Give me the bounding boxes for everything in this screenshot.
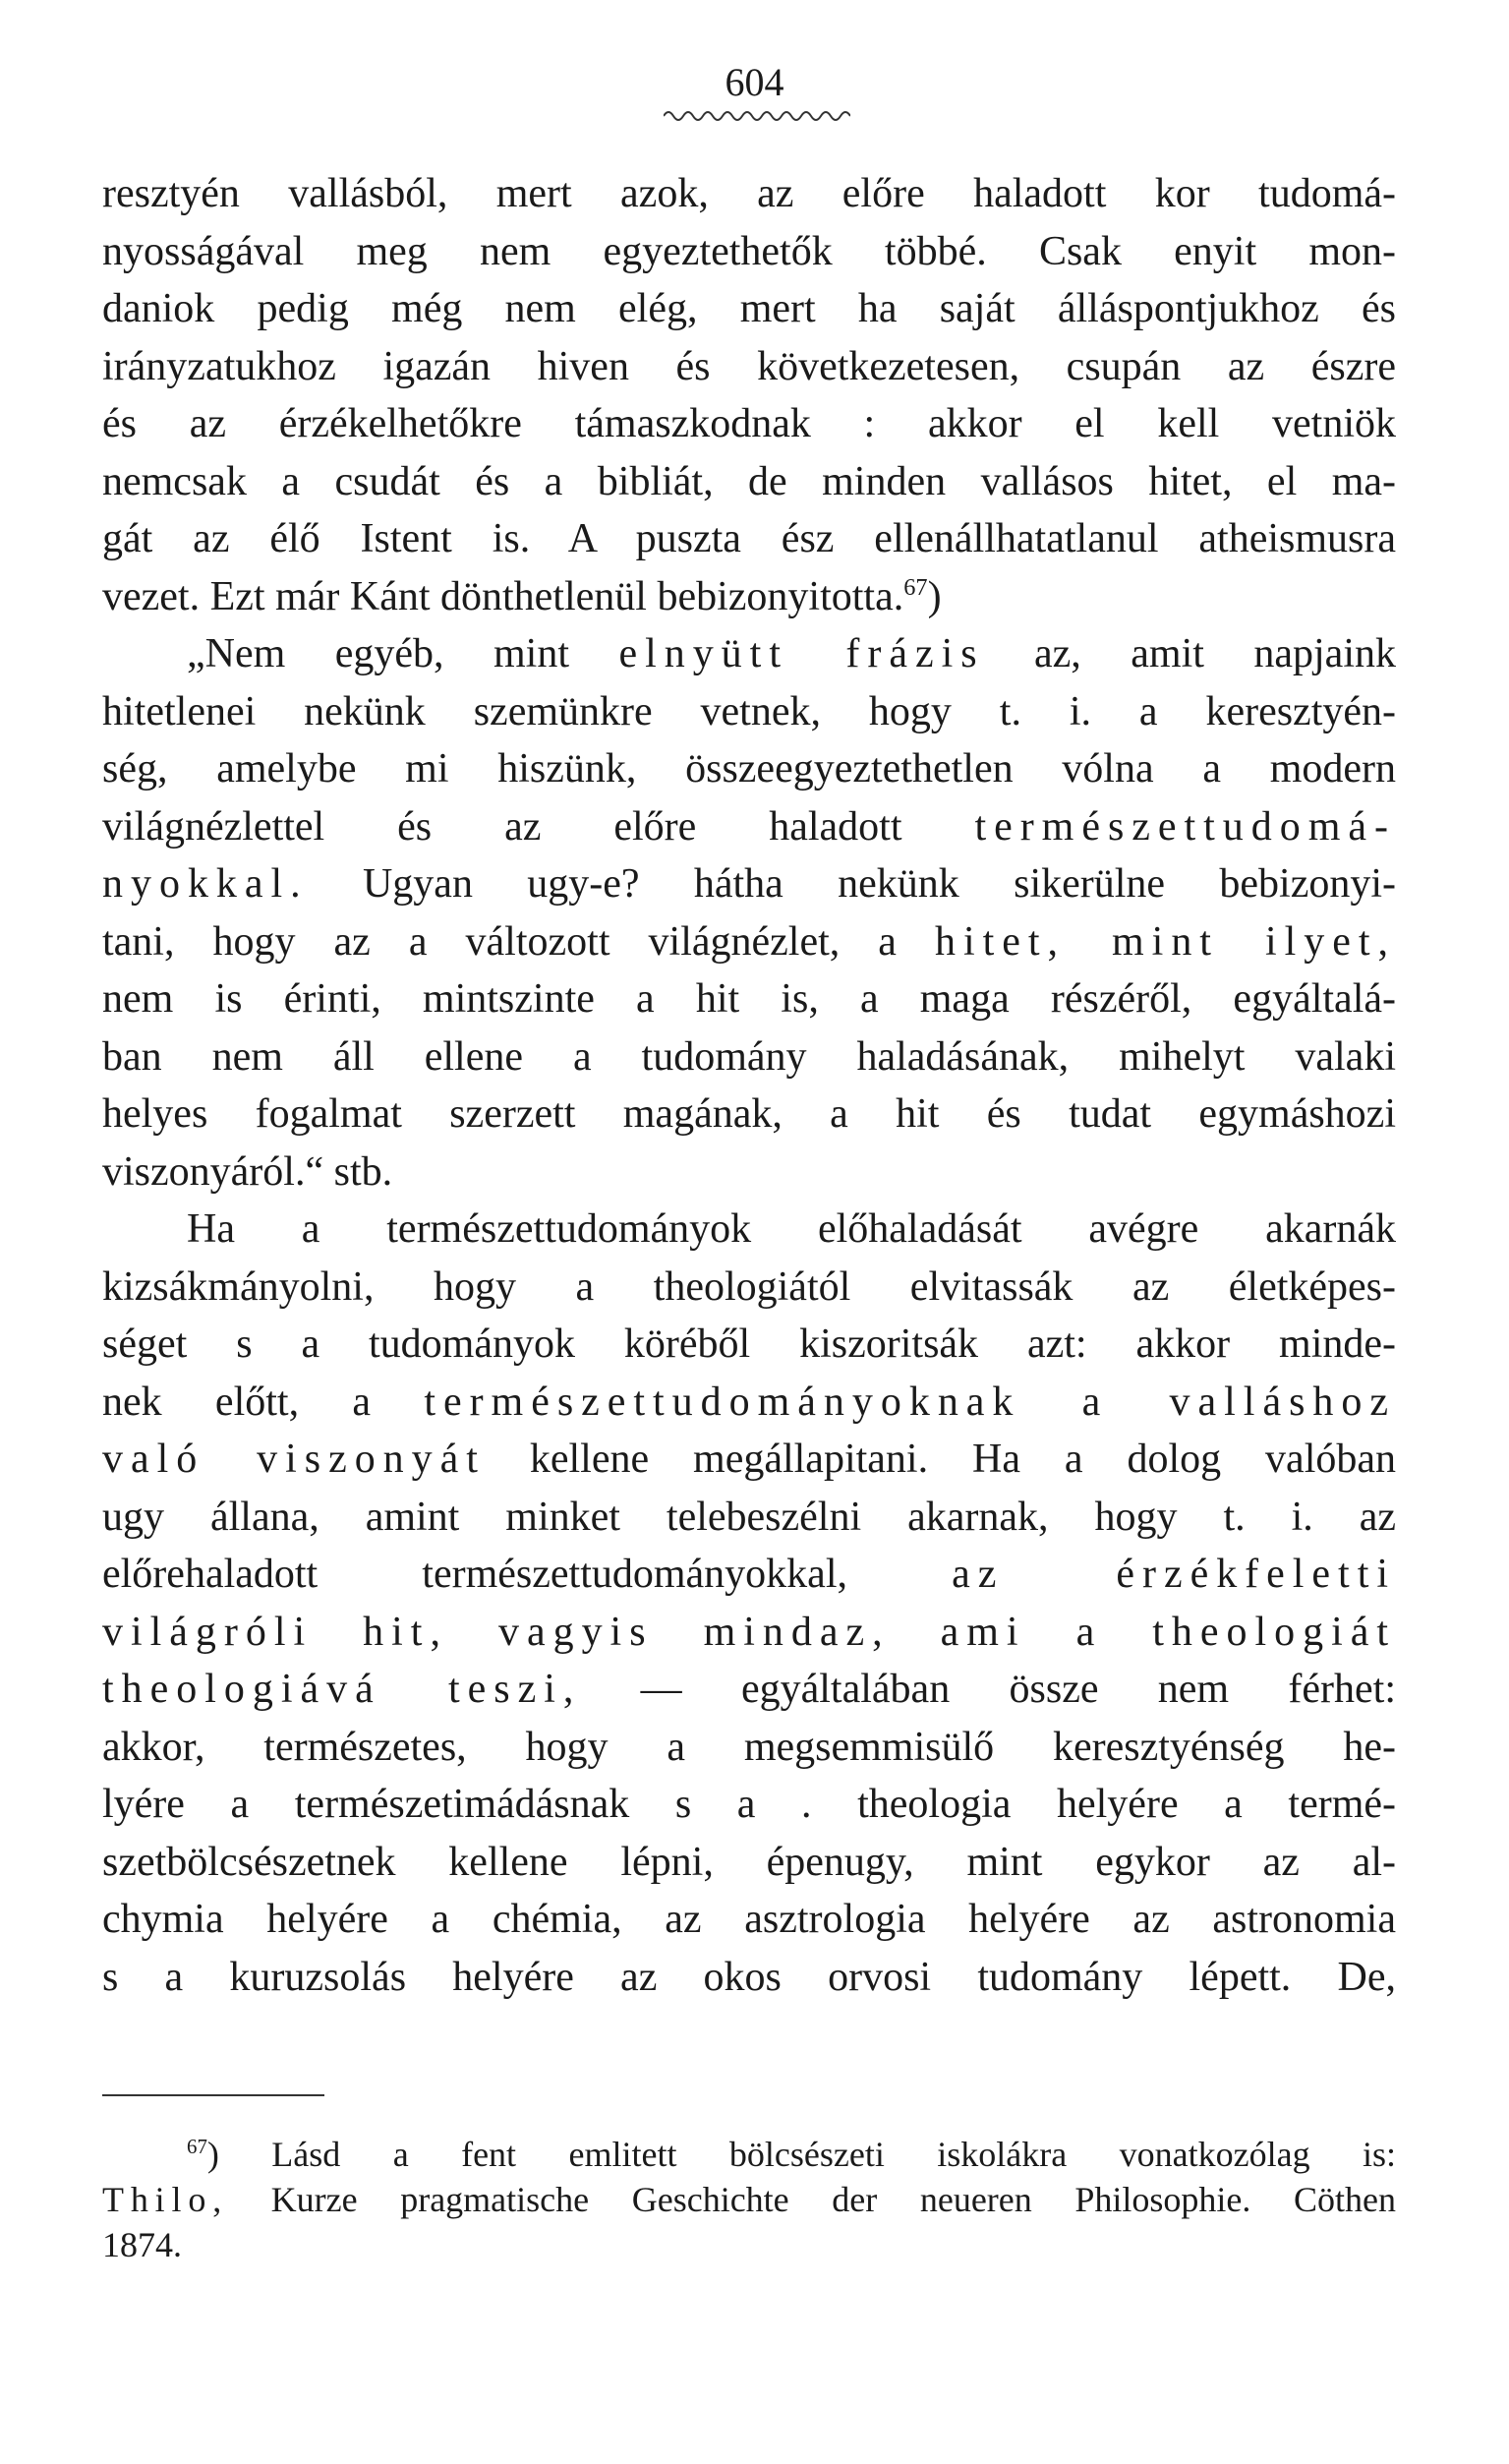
text-line [102,913,1396,971]
footnote-separator [102,2094,324,2096]
text-line: s a kuruzsolás helyére az okos orvosi tudomány lépett. De, [102,1954,1396,2000]
spaced-emphasis: természettudományoknak a valláshoz [424,1379,1396,1425]
text-run: kellene megállapitani. Ha a dolog valóban [485,1437,1396,1482]
text-line: és az érzékelhetőkre támaszkodnak : akkor el kell vetniök [102,401,1396,446]
text-run: nek előtt, a [102,1379,425,1425]
text-run: az, amit napjaink [984,631,1396,676]
spaced-emphasis: való viszonyát [102,1437,486,1482]
text-run: ) [927,573,942,619]
text-line [102,855,1396,913]
text-line: nyosságával meg nem egyeztethetők többé. Csak enyit mon- [102,228,1396,274]
text-line: hitetlenei nekünk szemünkre vetnek, hogy t. i. a keresztyén- [102,688,1396,734]
text-line: séget s a tudományok köréből kiszoritsák azt: akkor minde- [102,1321,1396,1367]
text-line: viszonyáról.“ stb. [102,1148,393,1195]
text-line: ban nem áll ellene a tudomány haladásának, mihelyt valaki [102,1033,1396,1080]
text-run: „Nem egyéb, mint [187,631,619,676]
text-run: tani, hogy az a változott világnézlet, a [102,918,935,965]
text-line [102,625,1396,683]
text-line: akkor, természetes, hogy a megsemmisülő keresztyénség he- [102,1724,1396,1770]
spaced-emphasis: az érzékfeletti [952,1552,1396,1597]
text-run: — egyáltalában össze nem férhet: [581,1667,1396,1712]
wavy-rule-ornament [664,108,850,122]
text-line: chymia helyére a chémia, az asztrologia helyére az astronomia [102,1897,1396,1942]
text-line: ugy állana, amint minket telebeszélni akarnak, hogy t. i. az [102,1494,1396,1540]
text-run: ) Lásd a fent emlitett bölcsészeti iskolákra vonatkozólag is: [206,2135,1396,2174]
spaced-emphasis: hitet, mint ilyet, [934,918,1396,965]
text-line [102,798,1396,856]
text-line: irányzatukhoz igazán hiven és következetesen, csupán az észre [102,343,1396,389]
text-line: szetbölcsészetnek kellene lépni, épenugy, mint egykor az al- [102,1839,1396,1885]
text-line [102,1546,1396,1604]
text-run: világnézlettel és az előre haladott [102,803,975,850]
footnote-number: 67 [187,2135,207,2159]
body-text [102,165,1396,2006]
footnote-line [102,2177,1396,2222]
spaced-emphasis: theologiává teszi, [102,1667,582,1712]
text-run: vezet. Ezt már Kánt dönthetlenül bebizonyitotta. [102,573,904,619]
text-line: világróli hit, vagyis mindaz, ami a theologiát [102,1609,1396,1655]
text-run: előrehaladott természettudományokkal, [102,1552,953,1597]
text-line: helyes fogalmat szerzett magának, a hit és tudat egymáshozi [102,1091,1396,1137]
spaced-emphasis: Thilo, [102,2180,229,2219]
spaced-emphasis: természettudomá- [974,803,1396,850]
text-line: ség, amelybe mi hiszünk, összeegyeztethetlen vólna a modern [102,746,1396,792]
footnote-line [102,2132,1396,2177]
text-line: nem is érinti, mintszinte a hit is, a maga részéről, egyáltalá- [102,976,1396,1022]
spaced-emphasis: elnyütt frázis [618,631,985,676]
page-number: 604 [725,60,784,104]
footnote-reference: 67 [903,573,928,601]
text-run: Ugyan ugy-e? hátha nekünk sikerülne bebizonyi- [308,861,1396,907]
spaced-emphasis: nyokkal. [102,861,309,907]
text-line [102,568,1396,626]
text-line: resztyén vallásból, mert azok, az előre haladott kor tudomá- [102,171,1396,216]
text-line: daniok pedig még nem elég, mert ha saját álláspontjukhoz és [102,286,1396,331]
text-line [102,1661,1396,1719]
text-line [102,1431,1396,1489]
text-line: gát az élő Istent is. A puszta ész ellenállhatatlanul atheismusra [102,516,1396,561]
text-line: nemcsak a csudát és a bibliát, de minden vallásos hitet, el ma- [102,458,1396,504]
text-line: Ha a természettudományok előhaladását avégre akarnák [187,1206,1396,1252]
text-run: Kurze pragmatische Geschichte der neueren Philosophie. Cöthen [228,2180,1396,2219]
text-line [102,1374,1396,1432]
footnote-line: 1874. [102,2225,182,2264]
text-line: kizsákmányolni, hogy a theologiától elvitassák az életképes- [102,1263,1396,1310]
footnotes [102,2132,1396,2267]
text-line: lyére a természetimádásnak s a . theologia helyére a termé- [102,1782,1396,1827]
